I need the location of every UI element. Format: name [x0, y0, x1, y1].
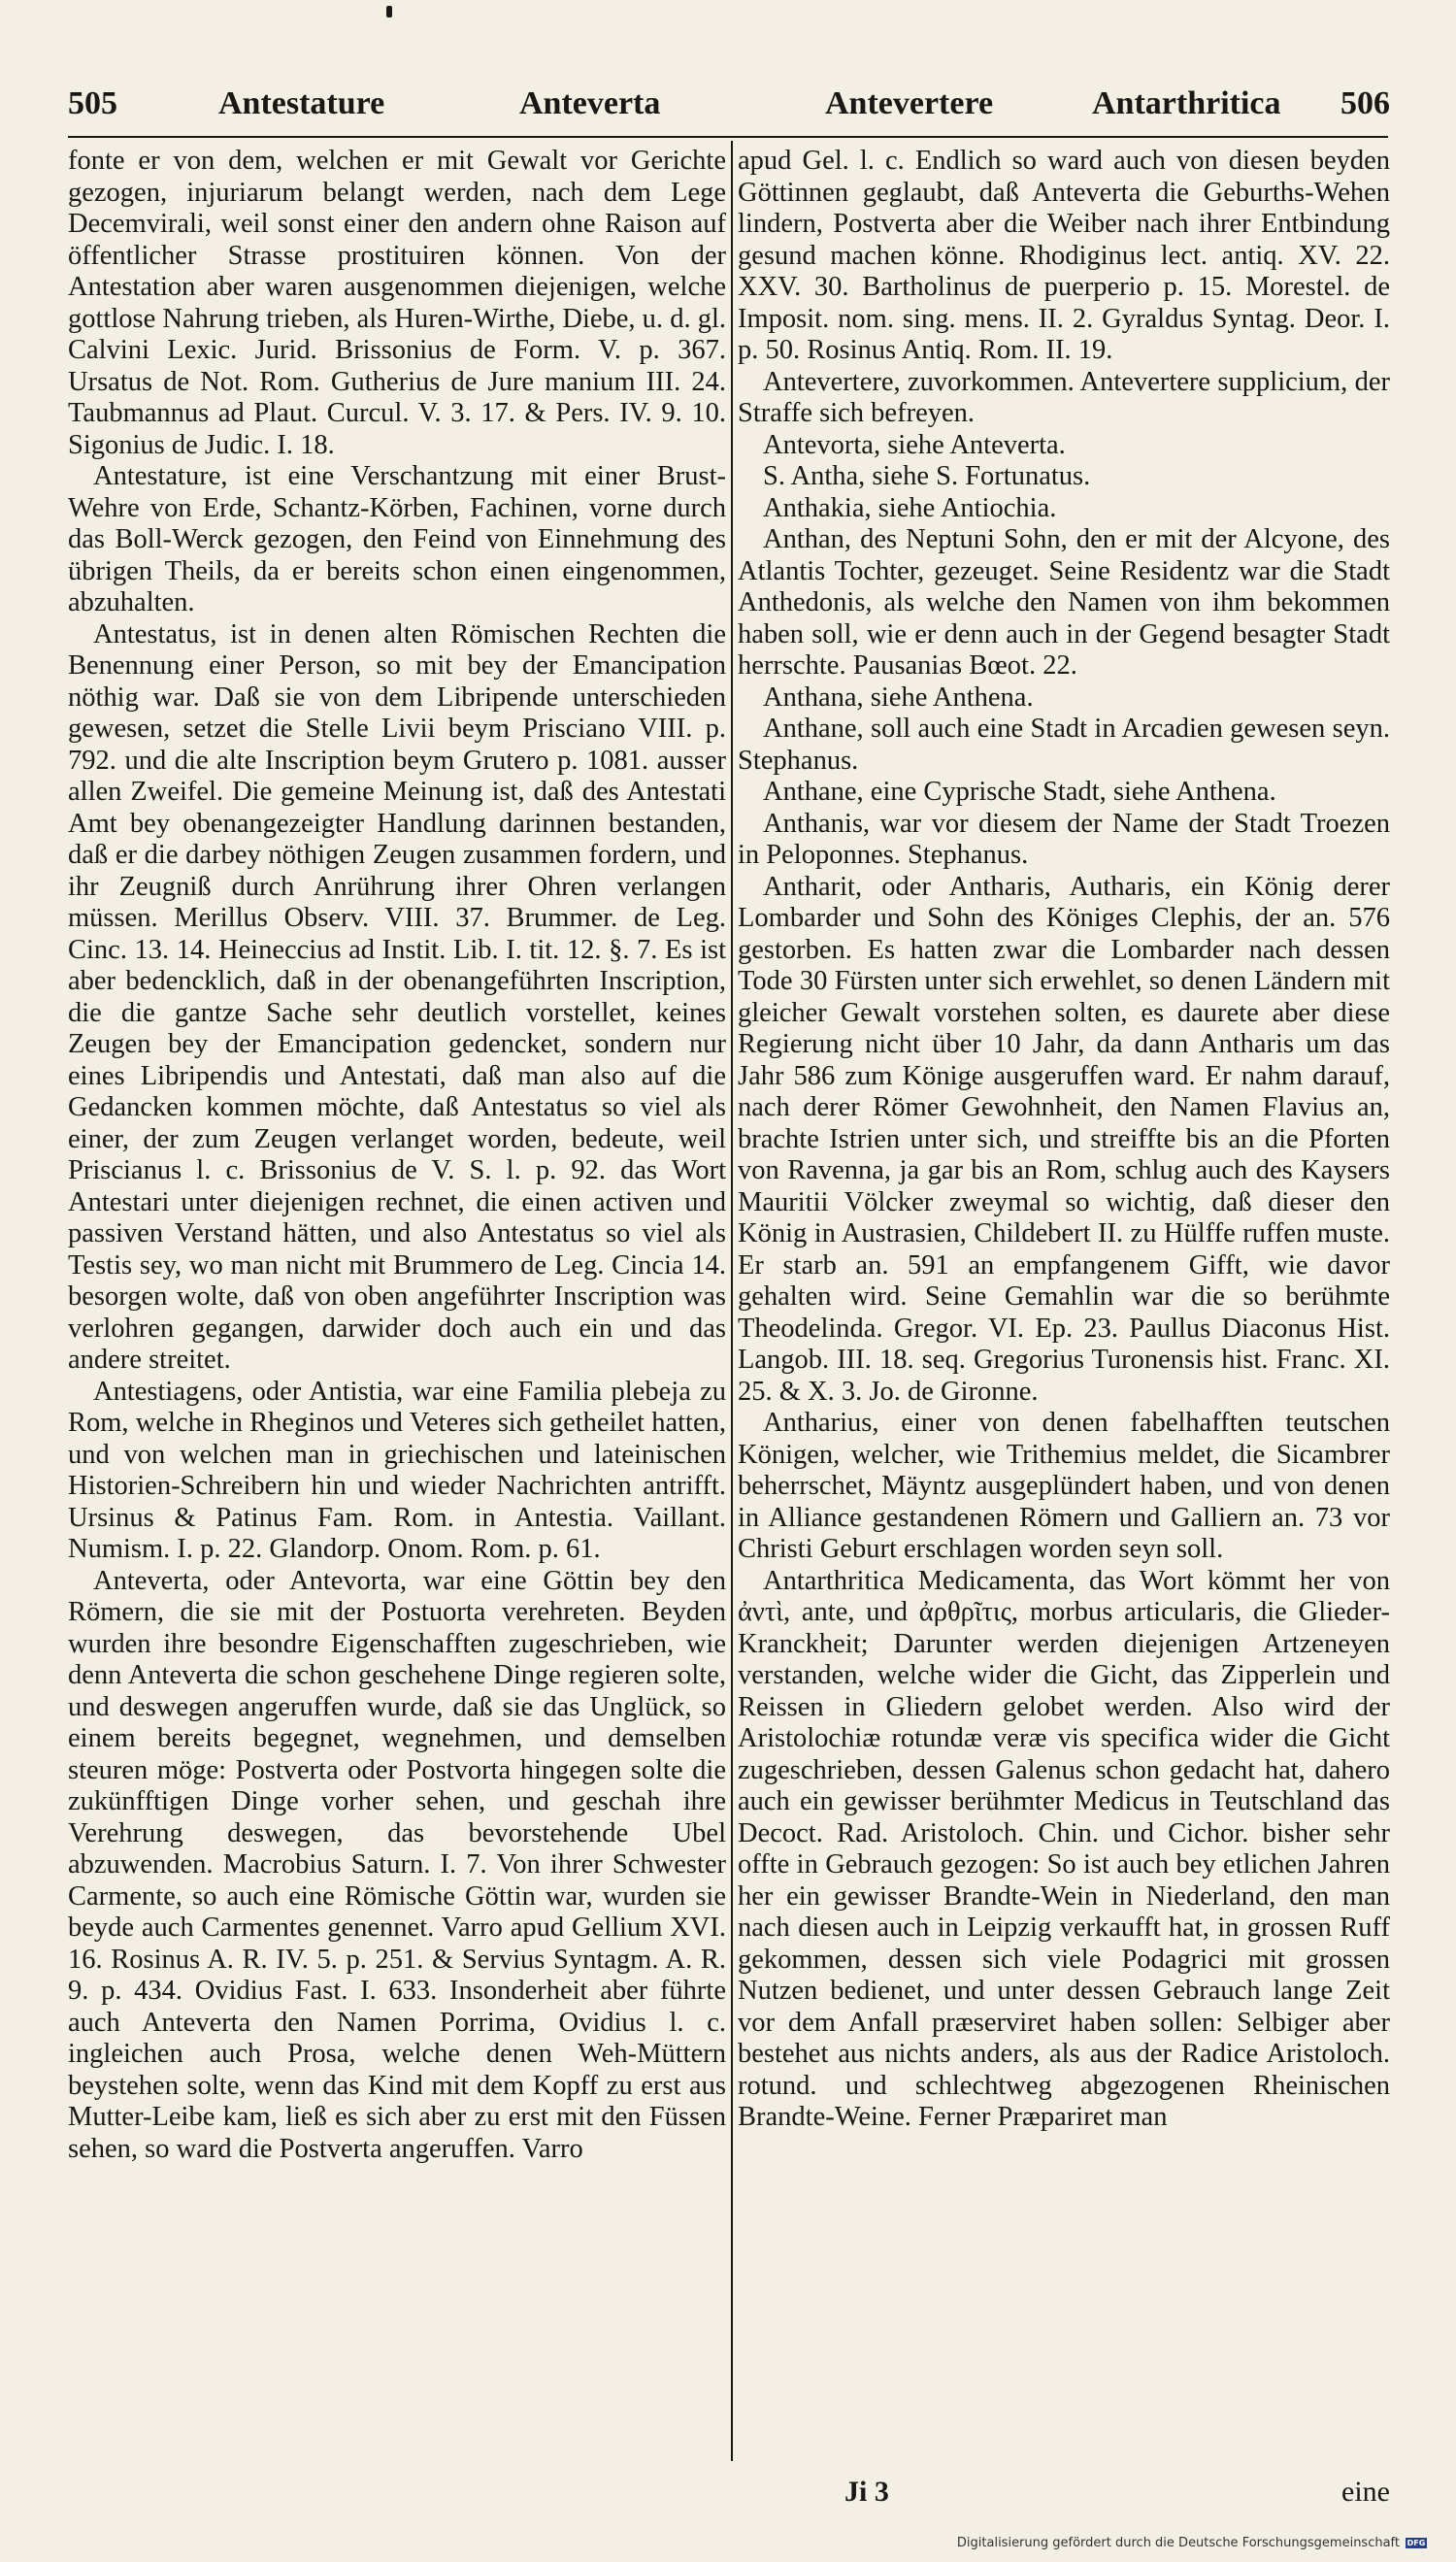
right-column	[738, 146, 1390, 2461]
entry-paragraph: Antevertere, zuvorkommen. Antevertere supplicium, der Straffe sich befreyen.	[738, 366, 1390, 428]
entry-paragraph: S. Antha, siehe S. Fortunatus.	[763, 461, 1091, 491]
header-word-3: Antevertere	[825, 85, 994, 121]
entry-paragraph: Antestatus, ist in denen alten Römischen Rechten die Benennung einer Person, so mit bey der Emancipation nöthig war. Daß sie von dem Libripende unterschieden gewesen, setzet die Stelle Livii beym Prisciano VIII. p. 792. und die alte Inscription beym Grutero p. 1081. ausser allen Zweifel. Die gemeine Meinung ist, daß des Antestati Amt bey obenangezeigter Handlung darinnen bestanden, daß er die darbey nöthigen Zeugen zusammen fordern, und ihr Zeugniß durch Anrührung ihrer Ohren verlangen müssen. Merillus Observ. VIII. 37. Brummer. de Leg. Cinc. 13. 14. Heineccius ad Instit. Lib. I. tit. 12. §. 7. Es ist aber bedencklich, daß in der obenangeführten Inscription, die die gantze Sache sehr deutlich vorstellet, keines Zeugen bey der Emancipation gedencket, sondern nur eines Libripendis und Antestati, daß man also auf die Gedancken kommen möchte, daß Antestatus so viel als einer, der zum Zeugen verlanget worden, bedeute, weil Priscianus l. c. Brissonius de V. S. l. p. 92. das Wort Antestari unter diejenigen rechnet, die einen activen und passiven Verstand hätten, und also Antestatus so viel als Testis sey, wo man nicht mit Brummero de Leg. Cincia 14. besorgen wolte, daß von oben angeführter Inscription was verlohren gegangen, darwider doch auch ein und das andere streitet.	[68, 618, 726, 1375]
catchword: eine	[1341, 2476, 1390, 2508]
left-column	[68, 146, 726, 2461]
column-divider	[731, 141, 733, 2461]
entry-paragraph: fonte er von dem, welchen er mit Gewalt vor Gerichte gezogen, injuriarum belangt werden, nach dem Lege Decemvirali, weil sonst einer den andern ohne Raison auf öffentlicher Strasse prostituiren können. Von der Antestation aber waren ausgenommen diejenigen, welche gottlose Nahrung trieben, als Huren-Wirthe, Diebe, u. d. gl. Calvini Lexic. Jurid. Brissonius de Form. V. p. 367. Ursatus de Not. Rom. Gutherius de Jure manium III. 24. Taubmannus ad Plaut. Curcul. V. 3. 17. & Pers. IV. 9. 10. Sigonius de Judic. I. 18.	[68, 146, 726, 460]
page-number-right: 506	[1340, 85, 1390, 121]
entry-paragraph: Anthana, siehe Anthena.	[763, 682, 1034, 713]
header-rule	[68, 136, 1388, 138]
ink-mark	[386, 6, 392, 17]
entry-paragraph: Antarthritica Medicamenta, das Wort kömmt her von ἀντὶ, ante, und ἀρθρῖτις, morbus articularis, die Glieder-Kranckheit; Darunter werden diejenigen Artzeneyen verstanden, welche wider die Gicht, das Zipperlein und Reissen in Gliedern gelobet werden. Also wird der Aristolochiæ rotundæ veræ vis specifica wider die Gicht zugeschrieben, dessen Galenus schon gedacht hat, dahero auch ein gewisser berühmter Medicus in Teutschland das Decoct. Rad. Aristoloch. Chin. und Cichor. bisher sehr offte in Gebrauch gezogen: So ist auch bey etlichen Jahren her ein gewisser Brandte-Wein in Niederland, den man nach diesen auch in Leipzig verkaufft hat, in grossen Ruff gekommen, dessen sich viele Podagrici mit grossen Nutzen bedienet, und unter dessen Gebrauch lange Zeit vor dem Anfall præserviret haben sollen: Selbiger aber bestehet aus nichts anders, als aus der Radice Aristoloch. rotund. und schlechtweg abgezogenen Rheinischen Brandte-Weine. Ferner Præpariret man	[738, 1565, 1390, 2132]
entry-paragraph: Anteverta, oder Antevorta, war eine Göttin bey den Römern, die sie mit der Postuorta verehreten. Beyden wurden ihre besondre Eigenschafften zugeschrieben, wie denn Anteverta die schon geschehene Dinge regieren solte, und deswegen angeruffen wurde, daß sie das Unglück, so einem bereits begegnet, wegnehmen, und demselben steuren möge: Postverta oder Postvorta hingegen solte die zukünfftigen Dinge vorher sehen, und geschah ihre Verehrung deswegen, das bevorstehende Ubel abzuwenden. Macrobius Saturn. I. 7. Von ihrer Schwester Carmente, so auch eine Römische Göttin war, wurden sie beyde auch Carmentes genennet. Varro apud Gellium XVI. 16. Rosinus A. R. IV. 5. p. 251. & Servius Syntagm. A. R. 9. p. 434. Ovidius Fast. I. 633. Insonderheit aber führte auch Anteverta den Namen Porrima, Ovidius l. c. ingleichen auch Prosa, welche denen Weh-Müttern beystehen solte, wenn das Kind mit dem Kopff zu erst aus Mutter-Leibe kam, ließ es sich aber zu erst mit den Füssen sehen, so ward die Postverta angeruffen. Varro	[68, 1565, 726, 2164]
entry-paragraph: Antestiagens, oder Antistia, war eine Familia plebeja zu Rom, welche in Rheginos und Veteres sich getheilet hatten, und von welchen man in griechischen und lateinischen Historien-Schreibern hin und wieder Nachrichten antrifft. Ursinus & Patinus Fam. Rom. in Antestia. Vaillant. Numism. I. p. 22. Glandorp. Onom. Rom. p. 61.	[68, 1376, 726, 1564]
signature-mark: Ji 3	[844, 2476, 889, 2508]
digitization-footer	[957, 2536, 1427, 2550]
entry-paragraph: Antevorta, siehe Anteverta.	[763, 429, 1066, 460]
header-word-2: Anteverta	[519, 85, 661, 121]
entry-paragraph: Anthane, soll auch eine Stadt in Arcadien gewesen seyn. Stephanus.	[738, 714, 1390, 776]
page-number-left: 505	[68, 85, 117, 121]
header-word-4: Antarthritica	[1092, 85, 1281, 121]
entry-paragraph: Anthanis, war vor diesem der Name der Stadt Troezen in Peloponnes. Stephanus.	[738, 808, 1390, 870]
footer-text: Digitalisierung gefördert durch die Deutsche Forschungsgemeinschaft	[956, 2536, 1400, 2550]
entry-paragraph: Anthane, eine Cyprische Stadt, siehe Anthena.	[763, 777, 1276, 807]
entry-paragraph: apud Gel. l. c. Endlich so ward auch von diesen beyden Göttinnen geglaubt, daß Anteverta die Geburths-Wehen lindern, Postverta aber die Weiber nach ihrer Entbindung gesund machen könne. Rhodiginus lect. antiq. XV. 22. XXV. 30. Bartholinus de puerperio p. 15. Morestel. de Imposit. nom. sing. mens. II. 2. Gyraldus Syntag. Deor. I. p. 50. Rosinus Antiq. Rom. II. 19.	[738, 146, 1390, 365]
entry-paragraph: Antharit, oder Antharis, Autharis, ein König derer Lombarder und Sohn des Königes Clephis, der an. 576 gestorben. Es hatten zwar die Lombarder nach dessen Tode 30 Fürsten unter sich erwehlet, so denen Ländern mit gleicher Gewalt vorstehen solten, es daurete aber diese Regierung nicht über 10 Jahr, da dann Antharis um das Jahr 586 zum Könige ausgeruffen ward. Er nahm darauf, nach derer Römer Gewohnheit, den Namen Flavius an, brachte Istrien unter sich, und streiffte bis an die Pforten von Ravenna, ja gar bis an Rom, schlug auch des Kaysers Mauritii Völcker zweymal so wichtig, daß dieser den König in Austrasien, Childebert II. zu Hülffe ruffen muste. Er starb an. 591 an empfangenem Gifft, wie davor gehalten wird. Seine Gemahlin war die so berühmte Theodelinda. Gregor. VI. Ep. 23. Paullus Diaconus Hist. Langob. III. 18. seq. Gregorius Turonensis hist. Franc. XI. 25. & X. 3. Jo. de Gironne.	[738, 871, 1390, 1407]
entry-paragraph: Antestature, ist eine Verschantzung mit einer Brust-Wehre von Erde, Schantz-Körben, Fachinen, vorne durch das Boll-Werck gezogen, den Feind von Einnehmung des übrigen Theils, da er bereits schon einen eingenommen, abzuhalten.	[68, 461, 726, 617]
entry-paragraph: Antharius, einer von denen fabelhafften teutschen Königen, welcher, wie Trithemius meldet, die Sicambrer beherrschet, Mäyntz ausgeplündert haben, und von denen in Alliance gestandenen Römern und Galliern an. 73 vor Christi Geburt erschlagen worden seyn soll.	[738, 1408, 1390, 1564]
dfg-logo: DFG	[1406, 2539, 1426, 2547]
entry-paragraph: Anthakia, siehe Antiochia.	[763, 492, 1057, 523]
entry-paragraph: Anthan, des Neptuni Sohn, den er mit der Alcyone, des Atlantis Tochter, gezeuget. Seine Residentz war die Stadt Anthedonis, als welche den Namen von ihm bekommen haben soll, wie er denn auch in der Gegend besagter Stadt herrschte. Pausanias Bœot. 22.	[738, 524, 1390, 681]
running-header	[58, 78, 1398, 136]
header-word-1: Antestature	[218, 85, 385, 121]
